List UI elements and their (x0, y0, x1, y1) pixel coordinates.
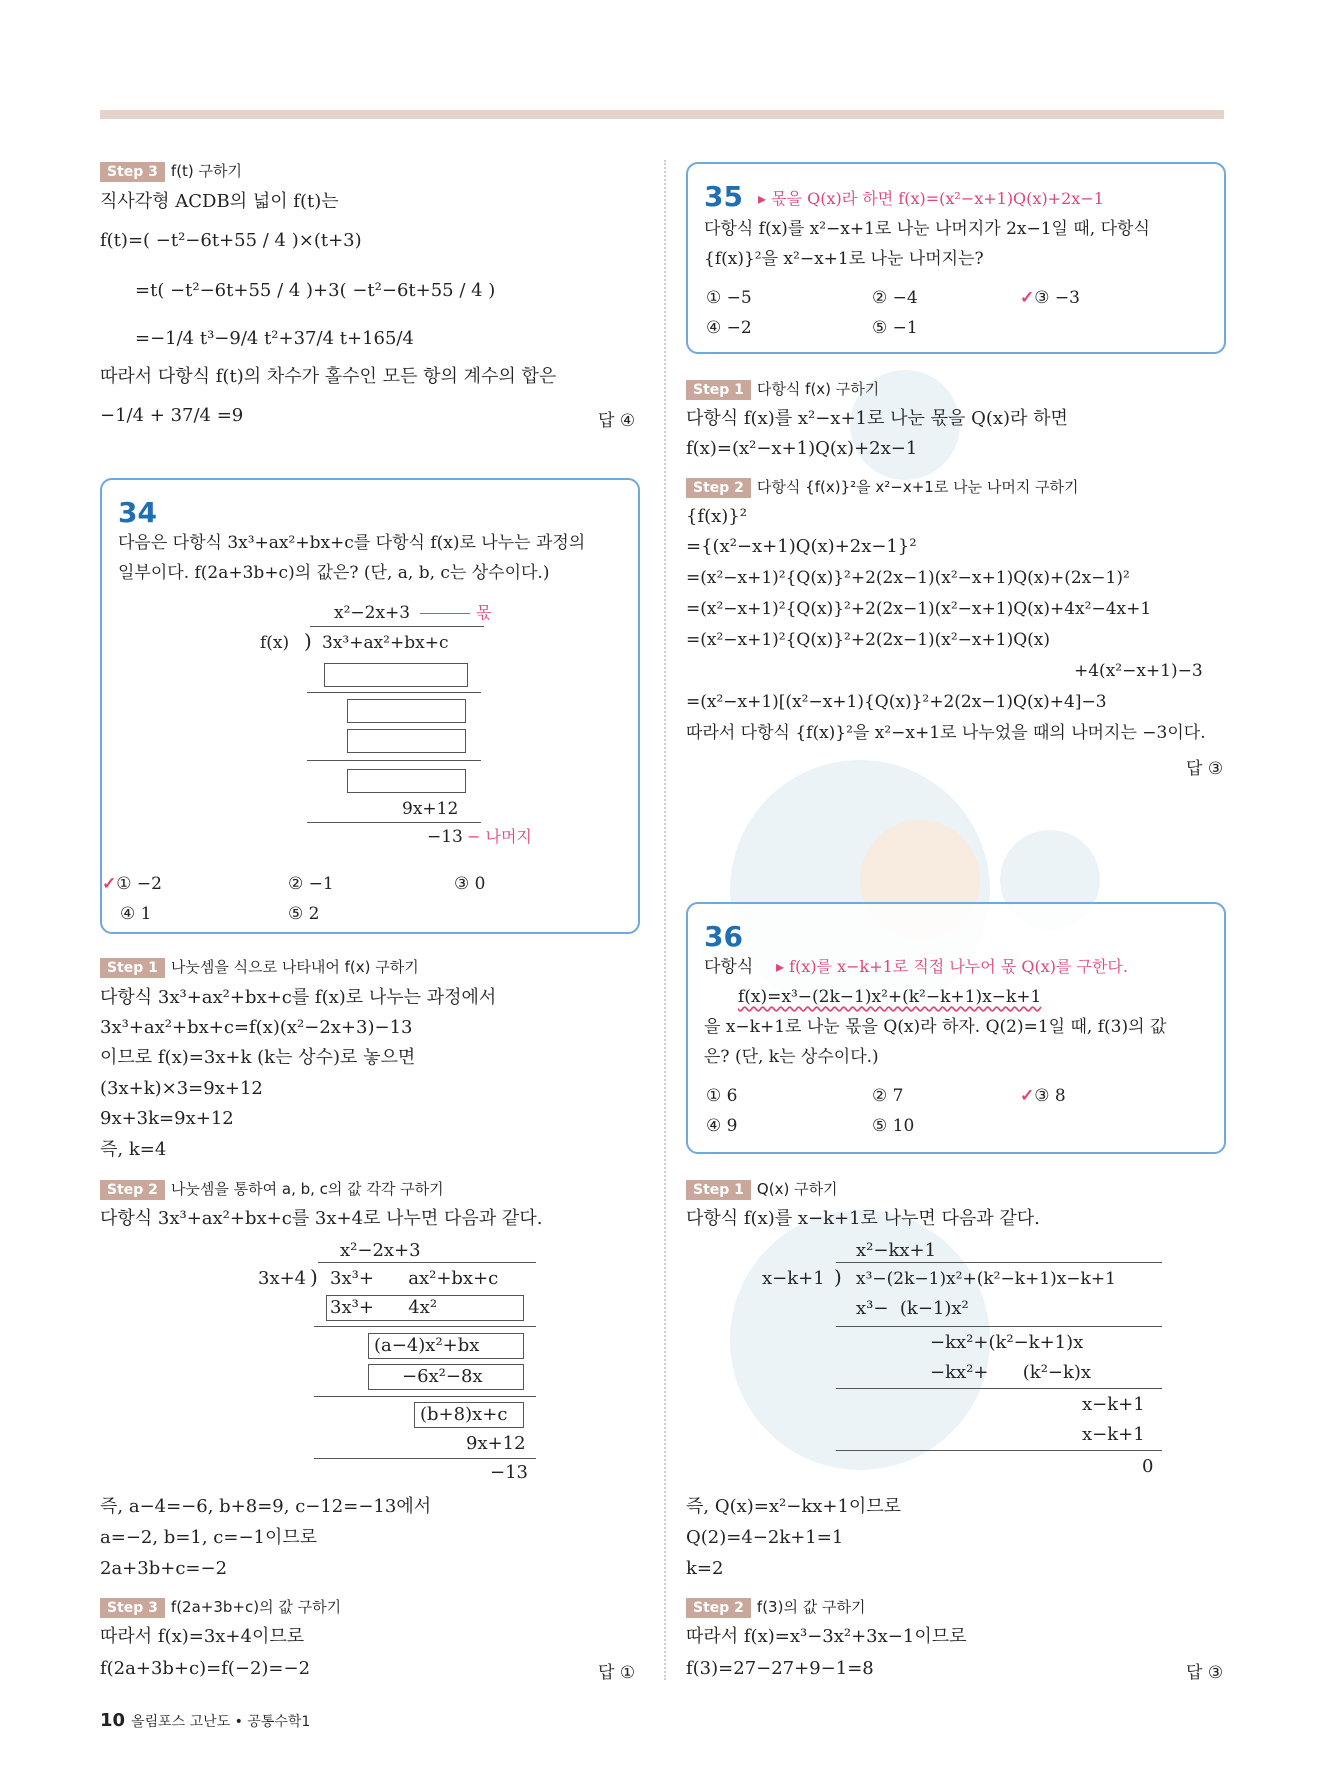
check-mark-icon: ✓ (1020, 1086, 1035, 1106)
answer-mark: 답 ③ (1186, 759, 1224, 779)
division-bar (318, 1262, 536, 1263)
choice-4[interactable]: ④ 1 (120, 904, 152, 924)
answer-mark: 답 ④ (598, 411, 636, 431)
page-footer (100, 1710, 310, 1731)
divisor: f(x) (260, 633, 290, 653)
quotient-label: 몫 (476, 603, 492, 622)
text-line: =(x²−x+1)[(x²−x+1){Q(x)}²+2(2x−1)Q(x)+4]−3 (686, 692, 1107, 712)
step3-header (100, 1596, 341, 1618)
division-bar (307, 822, 481, 823)
question-text: 을 x−k+1로 나눈 몫을 Q(x)라 하자. Q(2)=1일 때, f(3)의 값 (704, 1017, 1167, 1037)
question-number: 34 (118, 496, 157, 529)
text-line: 9x+3k=9x+12 (100, 1108, 234, 1129)
step-title: Q(x) 구하기 (756, 1180, 838, 1198)
step2-header (100, 1178, 444, 1200)
step2-header (686, 1596, 865, 1618)
question-36-box (686, 902, 1226, 1154)
step-title: 다항식 {f(x)}²을 x²−x+1로 나눈 나머지 구하기 (756, 478, 1079, 496)
text-line: ={(x²−x+1)Q(x)+2x−1}² (686, 536, 917, 557)
division-row: −kx²+ (k²−k)x (930, 1362, 1092, 1383)
bracket: ) (310, 1265, 318, 1289)
blank-box (324, 663, 468, 687)
choice-3[interactable] (1020, 288, 1080, 308)
step-title: 나눗셈을 식으로 나타내어 f(x) 구하기 (170, 958, 419, 976)
step1-header (686, 378, 879, 400)
text-line: 따라서 f(x)=x³−3x²+3x−1이므로 (686, 1626, 967, 1647)
division-bar (836, 1388, 1162, 1389)
step-title: f(2a+3b+c)의 값 구하기 (170, 1598, 342, 1616)
step1-header (686, 1178, 838, 1200)
text-line: 2a+3b+c=−2 (100, 1558, 228, 1579)
choice-1[interactable] (102, 874, 162, 894)
step-tag: Step 3 (100, 1598, 165, 1618)
division-row: x−k+1 (1082, 1424, 1145, 1445)
annotation-text: 몫을 Q(x)라 하면 f(x)=(x²−x+1)Q(x)+2x−1 (771, 189, 1104, 208)
question-text: 은? (단, k는 상수이다.) (704, 1047, 879, 1067)
step-tag: Step 2 (686, 1598, 751, 1618)
division-row: −13 (490, 1462, 528, 1483)
division-bar (310, 626, 484, 627)
text-line: 따라서 다항식 f(t)의 차수가 홀수인 모든 항의 계수의 합은 (100, 366, 557, 387)
text-line: =(x²−x+1)²{Q(x)}²+2(2x−1)(x²−x+1)Q(x) (686, 630, 1050, 650)
step-tag: Step 1 (686, 380, 751, 400)
text-line: 다항식 3x³+ax²+bx+c를 3x+4로 나누면 다음과 같다. (100, 1208, 543, 1229)
division-row: 3x³+ 4x² (330, 1297, 438, 1318)
choice-1[interactable]: ① −5 (706, 288, 752, 308)
question-text: 다항식 f(x)를 x²−x+1로 나눈 나머지가 2x−1일 때, 다항식 (704, 219, 1150, 239)
divisor: x−k+1 (762, 1268, 825, 1289)
step-title: 다항식 f(x) 구하기 (756, 380, 880, 398)
choice-label: ③ 8 (1034, 1086, 1066, 1106)
text-line: 3x³+ax²+bx+c=f(x)(x²−2x+3)−13 (100, 1017, 413, 1038)
text-line: 다항식 f(x)를 x−k+1로 나누면 다음과 같다. (686, 1208, 1040, 1229)
division-row: 9x+12 (402, 799, 459, 819)
step-tag: Step 3 (100, 162, 165, 182)
book-title: 올림포스 고난도 • 공통수학1 (131, 1714, 311, 1730)
text-line: f(3)=27−27+9−1=8 (686, 1658, 874, 1679)
blank-box (347, 699, 466, 723)
text-line: a=−2, b=1, c=−1이므로 (100, 1527, 318, 1548)
remainder: −13 (427, 827, 463, 847)
text-line: 이므로 f(x)=3x+k (k는 상수)로 놓으면 (100, 1047, 416, 1068)
question-35-box (686, 162, 1226, 354)
column-divider (664, 160, 666, 1680)
division-bar (836, 1450, 1162, 1451)
text-line: k=2 (686, 1558, 724, 1579)
annotation-text: f(x)를 x−k+1로 직접 나누어 몫 Q(x)를 구한다. (789, 957, 1128, 976)
choice-3[interactable] (1020, 1086, 1066, 1106)
division-bar (307, 692, 481, 693)
blank-box (347, 729, 466, 753)
question-text: {f(x)}²을 x²−x+1로 나눈 나머지는? (704, 249, 984, 269)
question-number: 36 (704, 920, 743, 953)
text-line: 즉, a−4=−6, b+8=9, c−12=−13에서 (100, 1496, 432, 1517)
choice-2[interactable]: ② −1 (288, 874, 334, 894)
division-row: 9x+12 (466, 1433, 526, 1454)
dividend: 3x³+ax²+bx+c (322, 633, 449, 653)
equation: =t( −t²−6t+55 / 4 )+3( −t²−6t+55 / 4 ) (135, 280, 496, 301)
division-bar (307, 760, 481, 761)
text-line: 다항식 3x³+ax²+bx+c를 f(x)로 나누는 과정에서 (100, 987, 497, 1008)
check-mark-icon: ✓ (1020, 288, 1035, 308)
question-text: 일부이다. f(2a+3b+c)의 값은? (단, a, b, c는 상수이다.) (118, 563, 550, 583)
top-bar (100, 110, 1224, 119)
text-line: 따라서 다항식 {f(x)}²을 x²−x+1로 나누었을 때의 나머지는 −3이다. (686, 723, 1206, 743)
text-line: {f(x)}² (686, 506, 747, 527)
text-line: 다항식 f(x)를 x²−x+1로 나눈 몫을 Q(x)라 하면 (686, 408, 1068, 429)
division-row: −6x²−8x (402, 1366, 483, 1387)
division-row: x³− (k−1)x² (856, 1298, 969, 1319)
dividend: x³−(2k−1)x²+(k²−k+1)x−k+1 (856, 1269, 1116, 1289)
question-equation: f(x)=x³−(2k−1)x²+(k²−k+1)x−k+1 (738, 987, 1042, 1007)
text-line: f(2a+3b+c)=f(−2)=−2 (100, 1658, 311, 1679)
division-row: −kx²+(k²−k+1)x (930, 1332, 1084, 1353)
bracket: ) (834, 1265, 842, 1289)
choice-5[interactable]: ⑤ 2 (288, 904, 320, 924)
step3-header (100, 160, 242, 182)
step-title: 나눗셈을 통하여 a, b, c의 값 각각 구하기 (170, 1180, 444, 1198)
choice-2[interactable]: ② 7 (872, 1086, 904, 1106)
page-number: 10 (100, 1710, 126, 1731)
choice-5[interactable]: ⑤ −1 (872, 318, 918, 338)
dividend: 3x³+ ax²+bx+c (330, 1268, 499, 1289)
division-bar (314, 1458, 536, 1459)
text-line: 즉, Q(x)=x²−kx+1이므로 (686, 1496, 902, 1517)
step-tag: Step 2 (686, 478, 751, 498)
blank-box (347, 769, 466, 793)
choice-5[interactable]: ⑤ 10 (872, 1116, 915, 1136)
text-line: 따라서 f(x)=3x+4이므로 (100, 1626, 305, 1647)
check-mark-icon: ✓ (102, 874, 117, 894)
choice-4[interactable]: ④ 9 (706, 1116, 738, 1136)
division-row: 0 (1142, 1456, 1154, 1477)
answer-mark: 답 ① (598, 1663, 636, 1683)
text-line: 즉, k=4 (100, 1139, 167, 1160)
question-number: 35 (704, 180, 743, 213)
division-row: (a−4)x²+bx (374, 1335, 480, 1356)
text-line: =(x²−x+1)²{Q(x)}²+2(2x−1)(x²−x+1)Q(x)+(2x−1)² (686, 568, 1130, 588)
annotation-note: ▸ 몫을 Q(x)라 하면 f(x)=(x²−x+1)Q(x)+2x−1 (758, 189, 1104, 208)
division-bar (836, 1326, 1162, 1327)
choice-4[interactable]: ④ −2 (706, 318, 752, 338)
step-title: f(t) 구하기 (170, 162, 243, 180)
remainder-label: − 나머지 (467, 827, 532, 846)
choice-label: ③ −3 (1034, 288, 1080, 308)
annotation-note: ▸ f(x)를 x−k+1로 직접 나누어 몫 Q(x)를 구한다. (776, 957, 1128, 976)
division-bar (314, 1396, 536, 1397)
choice-3[interactable]: ③ 0 (454, 874, 486, 894)
pointer-line (420, 613, 470, 614)
choice-1[interactable]: ① 6 (706, 1086, 738, 1106)
text-line: f(x)=(x²−x+1)Q(x)+2x−1 (686, 438, 918, 459)
question-lead: 다항식 (704, 957, 754, 977)
quotient: x²−kx+1 (856, 1240, 937, 1261)
text-line: 직사각형 ACDB의 넓이 f(t)는 (100, 191, 339, 212)
quotient: x²−2x+3 (340, 1240, 421, 1261)
text-line: Q(2)=4−2k+1=1 (686, 1527, 844, 1548)
division-bar (314, 1326, 536, 1327)
step-tag: Step 1 (100, 958, 165, 978)
text-line: (3x+k)×3=9x+12 (100, 1078, 263, 1099)
remainder-label-text: 나머지 (485, 827, 532, 846)
step-tag: Step 1 (686, 1180, 751, 1200)
equation: f(t)=( −t²−6t+55 / 4 )×(t+3) (100, 230, 362, 251)
question-34-box (100, 478, 640, 934)
text-line: =(x²−x+1)²{Q(x)}²+2(2x−1)(x²−x+1)Q(x)+4x²−4x+1 (686, 599, 1152, 619)
equation: −1/4 + 37/4 =9 (100, 405, 244, 426)
step-title: f(3)의 값 구하기 (756, 1598, 866, 1616)
quotient: x²−2x+3 (334, 603, 411, 623)
choice-label: ① −2 (116, 874, 162, 894)
choice-2[interactable]: ② −4 (872, 288, 918, 308)
divisor: 3x+4 (258, 1268, 307, 1289)
text-line: +4(x²−x+1)−3 (1074, 661, 1203, 681)
step2-header (686, 476, 1079, 498)
division-bar (836, 1262, 1162, 1263)
equation: =−1/4 t³−9/4 t²+37/4 t+165/4 (135, 328, 414, 349)
division-row: (b+8)x+c (420, 1404, 508, 1425)
bracket: ) (304, 629, 312, 653)
answer-mark: 답 ③ (1186, 1663, 1224, 1683)
question-text: 다음은 다항식 3x³+ax²+bx+c를 다항식 f(x)로 나누는 과정의 (118, 533, 586, 553)
step1-header (100, 956, 419, 978)
step-tag: Step 2 (100, 1180, 165, 1200)
division-row: x−k+1 (1082, 1394, 1145, 1415)
